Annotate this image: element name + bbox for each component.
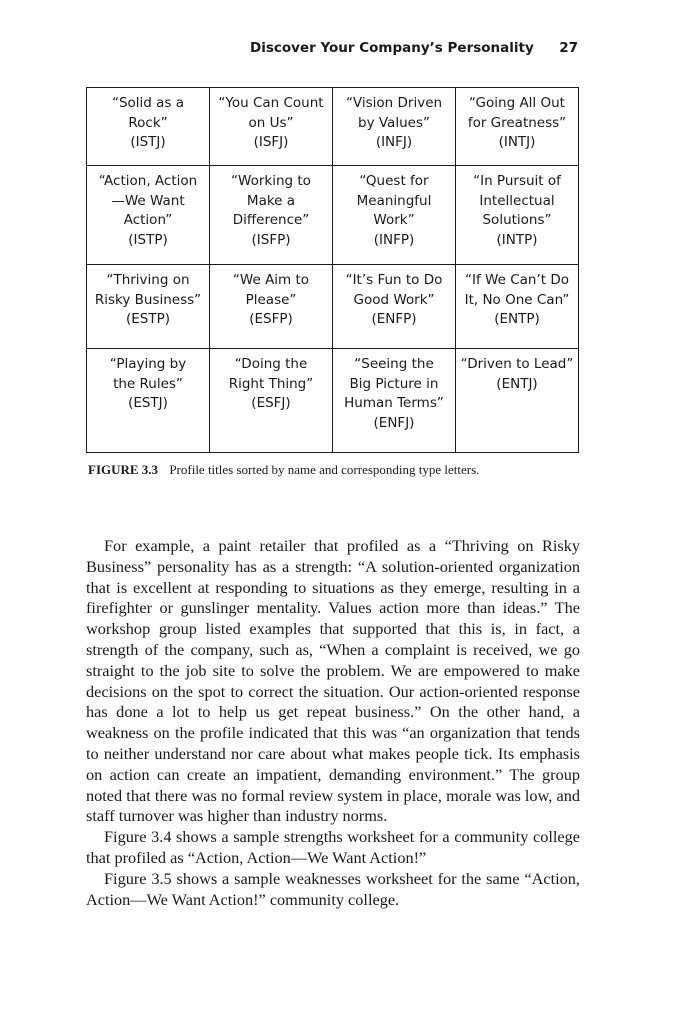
- profile-cell-line: (ESTJ): [128, 395, 168, 411]
- profile-cell-line: for Greatness”: [467, 114, 567, 131]
- profile-cell-line: (ISTP): [128, 231, 168, 248]
- profile-cell-line: “If We Can’t Do: [465, 272, 569, 288]
- profile-cell-line: Difference”: [232, 212, 310, 228]
- profile-cell-line: (ESFJ): [251, 395, 291, 411]
- profile-cell-line: (ESTP): [125, 311, 171, 327]
- profile-cell-line: Right Thing”: [228, 375, 314, 392]
- figure-caption-text: Profile titles sorted by name and corresponding type letters.: [169, 462, 480, 477]
- profile-cell-line: (ENFJ): [373, 414, 415, 431]
- profile-cell-line: Meaningful: [356, 192, 432, 209]
- figure-label: FIGURE 3.3: [88, 462, 159, 477]
- profile-cell: [87, 88, 210, 166]
- profile-cell-line: Work”: [373, 212, 415, 228]
- figure-row: [87, 88, 579, 166]
- profile-cell-line: (ISFP): [251, 231, 291, 248]
- profile-cell-line: (ENTP): [494, 311, 540, 327]
- profile-cell-line: “Thriving on: [106, 272, 190, 288]
- figure-row: [87, 265, 579, 349]
- profile-cell-line: Intellectual: [479, 192, 555, 209]
- profile-cell: [210, 88, 333, 166]
- profile-cell: [87, 166, 210, 265]
- profile-cell-line: Action”: [123, 212, 173, 228]
- profile-cell-line: Human Terms”: [344, 395, 444, 411]
- profile-cell-line: “In Pursuit of: [473, 173, 561, 189]
- figure-caption: [88, 462, 608, 478]
- profile-cell-line: Make a: [246, 192, 296, 209]
- profile-cell: [456, 265, 579, 349]
- profile-cell-line: “Working to: [231, 173, 311, 189]
- body-paragraph: Figure 3.5 shows a sample weaknesses worksheet for the same “Action, Action—We Want Action!” community college.: [86, 868, 580, 909]
- profile-cell-line: (ENFP): [371, 311, 417, 327]
- figure-row: [87, 166, 579, 265]
- profile-cell-line: Risky Business”: [94, 291, 202, 308]
- profile-cell-line: (ISFJ): [253, 134, 289, 150]
- profile-cell-line: Solutions”: [482, 212, 552, 228]
- profile-cell-line: (INFP): [373, 231, 415, 248]
- profile-cell-line: “Action, Action: [98, 173, 198, 189]
- profile-cell-line: (INFJ): [375, 134, 413, 150]
- profile-cell: [333, 166, 456, 265]
- running-header: [86, 40, 580, 62]
- profile-cell-line: “Seeing the: [354, 356, 434, 372]
- profile-cell-line: —We Want: [111, 192, 185, 209]
- profile-cell-line: (ESFP): [249, 311, 293, 327]
- profile-cell-line: “Quest for: [359, 173, 429, 189]
- profile-cell: [456, 88, 579, 166]
- profile-cell-line: the Rules”: [113, 375, 183, 392]
- profile-cell-line: Please”: [245, 291, 297, 308]
- profile-cell-line: “It’s Fun to Do: [345, 272, 443, 288]
- body-paragraph: Figure 3.4 shows a sample strengths worksheet for a community college that profiled as “Action, Action—We Want Action!”: [86, 827, 580, 867]
- body-paragraph: For example, a paint retailer that profiled as a “Thriving on Risky Business” personality has as a strength: “A solution-oriented organization that is excellent at responding to situations as they emerge, resulting in a firefighter or gunslinger mentality. Values action more than ideas.” The workshop group listed examples that supported that this is, in fact, a strength of the company, such as, “When a complaint is received, we go straight to the job site to solve the problem. We are empowered to make decisions on the spot to correct the situation. Our action-oriented response has done a lot to help us get repeat business.” On the other hand, a weakness on the profile indicated that this was “an organization that tends to neither understand nor care about what makes people tick. Its emphasis on action can create an impatient, demanding environment.” The group noted that there was no formal review system in place, morale was low, and staff turnover was higher than industry norms.: [86, 536, 580, 826]
- profile-cell-line: “Doing the: [234, 356, 308, 372]
- profile-cell: [210, 265, 333, 349]
- running-title: Discover Your Company’s Personality: [250, 40, 534, 56]
- profile-cell-line: “Going All Out: [469, 95, 565, 111]
- page-number: 27: [559, 40, 578, 56]
- profile-cell-line: “Vision Driven: [345, 95, 443, 111]
- profile-cell: [456, 349, 579, 453]
- profile-cell-line: (ISTJ): [130, 134, 166, 150]
- figure-row: [87, 349, 579, 453]
- profile-cell: [333, 88, 456, 166]
- profile-cell-line: “We Aim to: [232, 272, 310, 288]
- profile-titles-figure: [86, 87, 579, 453]
- profile-cell-line: “You Can Count: [218, 95, 324, 111]
- profile-cell: [210, 166, 333, 265]
- profile-cell: [87, 349, 210, 453]
- profile-cell: [456, 166, 579, 265]
- profile-cell-line: on Us”: [248, 114, 294, 131]
- profile-cell-line: Rock”: [128, 114, 168, 131]
- profile-cell-line: (INTP): [496, 231, 538, 248]
- profile-cell-line: “Solid as a: [111, 95, 185, 111]
- profile-cell: [333, 349, 456, 453]
- profile-cell-line: It, No One Can”: [464, 291, 570, 308]
- profile-cell-line: “Playing by: [109, 356, 187, 372]
- profile-cell-line: Big Picture in: [349, 375, 439, 392]
- body-text: [86, 536, 580, 910]
- profile-cell-line: (ENTJ): [496, 375, 538, 392]
- profile-cell: [210, 349, 333, 453]
- profile-cell-line: by Values”: [358, 114, 430, 131]
- profile-cell: [333, 265, 456, 349]
- profile-cell-line: Good Work”: [353, 291, 435, 308]
- profile-cell: [87, 265, 210, 349]
- profile-cell-line: (INTJ): [498, 134, 536, 150]
- profile-cell-line: “Driven to Lead”: [460, 356, 574, 372]
